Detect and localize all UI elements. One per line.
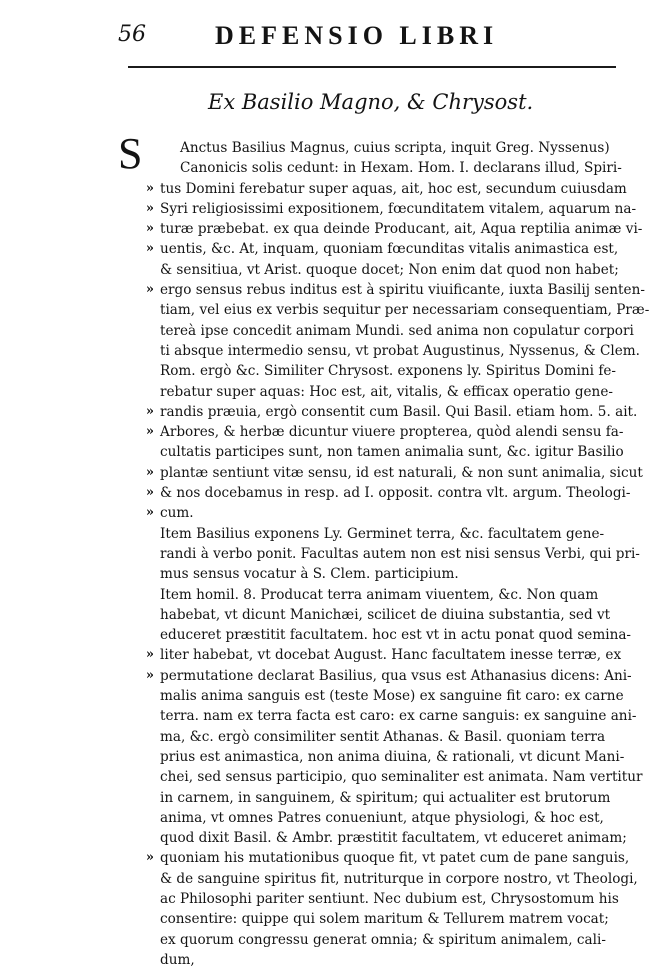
text-line [145, 645, 632, 665]
line-text: anima, vt omnes Patres conueniunt, atque physiologi, & hoc est, [160, 809, 604, 826]
margin-quote-marker: » [145, 241, 154, 257]
margin-quote-marker: » [145, 647, 154, 663]
text-line [160, 138, 632, 158]
text-line [160, 767, 643, 787]
line-text: habebat, vt dicunt Manichæi, scilicet de diuina substantia, sed vt [160, 606, 611, 623]
line-text: Arbores, & herbæ dicuntur viuere propterea, quòd alendi sensu fa- [160, 424, 624, 441]
text-line [160, 686, 632, 706]
line-text: ergo sensus rebus inditus est à spiritu viuificante, iuxta Basilij senten- [160, 282, 645, 299]
margin-quote-marker: » [145, 424, 154, 440]
body-text [145, 138, 649, 970]
line-text: uentis, &c. At, inquam, quoniam fœcunditas vitalis animastica est, [160, 241, 619, 258]
line-text: terra. nam ex terra facta est caro: ex carne sanguis: ex sanguine ani- [160, 708, 637, 725]
text-line [145, 199, 637, 219]
section-title: Ex Basilio Magno, & Chrysost. [208, 90, 534, 114]
text-line [160, 544, 640, 564]
line-text: dum, [160, 951, 195, 968]
line-text: in carnem, in sanguinem, & spiritum; qui actualiter est brutorum [160, 789, 611, 806]
line-text: randis præuia, ergò consentit cum Basil. Qui Basil. etiam hom. 5. ait. [160, 403, 638, 420]
line-text: & nos docebamus in resp. ad I. opposit. contra vlt. argum. Theologi- [160, 485, 631, 502]
text-line [145, 666, 632, 686]
line-text: prius est animastica, non anima diuina, & rationali, vt dicunt Mani- [160, 748, 625, 765]
text-line [160, 930, 632, 950]
text-line [160, 260, 632, 280]
text-line [160, 300, 649, 320]
text-line [145, 239, 632, 259]
line-text: ac Philosophi pariter sentiunt. Nec dubium est, Chrysostomum his [160, 890, 619, 907]
text-line [160, 585, 632, 605]
line-text: cultatis participes sunt, non tamen animalia sunt, &c. igitur Basilio [160, 444, 624, 461]
line-text: cum. [160, 505, 194, 522]
line-text: malis anima sanguis est (teste Mose) ex sanguine fit caro: ex carne [160, 688, 624, 705]
text-line [145, 179, 632, 199]
line-text: Anctus Basilius Magnus, cuius scripta, inquit Greg. Nyssenus) [180, 140, 610, 156]
text-line [160, 564, 632, 584]
margin-quote-marker: » [145, 403, 154, 419]
line-text: educeret præstitit facultatem. hoc est vt in actu ponat quod semina- [160, 627, 632, 644]
text-line [145, 483, 632, 503]
text-line [160, 727, 632, 747]
line-text: tus Domini ferebatur super aquas, ait, hoc est, secundum cuiusdam [160, 180, 627, 197]
text-line [145, 280, 645, 300]
margin-quote-marker: » [145, 850, 154, 866]
text-line [160, 442, 632, 462]
running-head: DEFENSIO LIBRI [215, 21, 499, 50]
line-text: liter habebat, vt docebat August. Hanc facultatem inesse terræ, ex [160, 647, 622, 664]
line-text: tiam, vel eius ex verbis sequitur per necessariam consequentiam, Præ- [160, 302, 649, 319]
text-line [160, 869, 638, 889]
text-line [160, 361, 632, 381]
margin-quote-marker: » [145, 464, 154, 480]
line-text: ex quorum congressu generat omnia; & spiritum animalem, cali- [160, 931, 606, 948]
line-text: Item homil. 8. Producat terra animam viuentem, &c. Non quam [160, 586, 599, 603]
text-line [160, 788, 632, 808]
text-line [160, 808, 632, 828]
text-line [160, 747, 632, 767]
line-text: Canonicis solis cedunt: in Hexam. Hom. I. declarans illud, Spiri- [180, 160, 622, 177]
line-text: turæ præbebat. ex qua deinde Producant, ait, Aqua reptilia animæ vi- [160, 221, 643, 238]
line-text: quoniam his mutationibus quoque fit, vt patet cum de pane sanguis, [160, 850, 630, 867]
line-text: rebatur super aquas: Hoc est, ait, vitalis, & efficax operatio gene- [160, 383, 613, 400]
page-number: 56 [118, 22, 146, 47]
line-text: Item Basilius exponens Ly. Germinet terra, &c. facultatem gene- [160, 525, 605, 542]
line-text: randi à verbo ponit. Facultas autem non est nisi sensus Verbi, qui pri- [160, 545, 640, 562]
text-line [145, 848, 632, 868]
line-text: mus sensus vocatur à S. Clem. participium. [160, 566, 459, 583]
line-text: ti absque intermedio sensu, vt probat Augustinus, Nyssenus, & Clem. [160, 342, 640, 359]
line-text: consentire: quippe qui solem maritum & Tellurem matrem vocat; [160, 911, 609, 928]
text-line [160, 524, 632, 544]
line-text: & de sanguine spiritus fit, nutriturque in corpore nostro, vt Theologi, [160, 870, 638, 887]
header-rule [128, 66, 616, 68]
text-line [160, 950, 632, 970]
line-text: chei, sed sensus participio, quo seminaliter est animata. Nam vertitur [160, 769, 643, 786]
line-text: tereà ipse concedit animam Mundi. sed anima non copulatur corpori [160, 322, 634, 339]
margin-quote-marker: » [145, 221, 154, 237]
line-text: & sensitiua, vt Arist. quoque docet; Non enim dat quod non habet; [160, 261, 619, 278]
line-text: Syri religiosissimi expositionem, fœcunditatem vitalem, aquarum na- [160, 200, 637, 217]
text-line [160, 828, 632, 848]
text-line [145, 219, 643, 239]
text-line [145, 503, 632, 523]
line-text: ma, &c. ergò consimiliter sentit Athanas. & Basil. quoniam terra [160, 728, 606, 745]
margin-quote-marker: » [145, 505, 154, 521]
line-text: permutatione declarat Basilius, qua vsus est Athanasius dicens: Ani- [160, 667, 632, 684]
text-line [160, 625, 632, 645]
drop-cap: S [118, 129, 143, 178]
text-line [145, 422, 632, 442]
text-line [160, 909, 632, 929]
text-line [160, 889, 632, 909]
margin-quote-marker: » [145, 667, 154, 683]
text-line [160, 706, 637, 726]
text-line [160, 605, 632, 625]
text-line [160, 382, 632, 402]
margin-quote-marker: » [145, 200, 154, 216]
line-text: quod dixit Basil. & Ambr. præstitit facultatem, vt educeret animam; [160, 830, 627, 847]
margin-quote-marker: » [145, 282, 154, 298]
text-line [160, 321, 632, 341]
line-text: plantæ sentiunt vitæ sensu, id est naturali, & non sunt animalia, sicut [160, 464, 643, 481]
margin-quote-marker: » [145, 180, 154, 196]
text-line [160, 158, 632, 178]
text-line [145, 402, 638, 422]
line-text: Rom. ergò &c. Similiter Chrysost. exponens ly. Spiritus Domini fe- [160, 363, 617, 380]
text-line [145, 463, 643, 483]
margin-quote-marker: » [145, 485, 154, 501]
text-line [160, 341, 640, 361]
